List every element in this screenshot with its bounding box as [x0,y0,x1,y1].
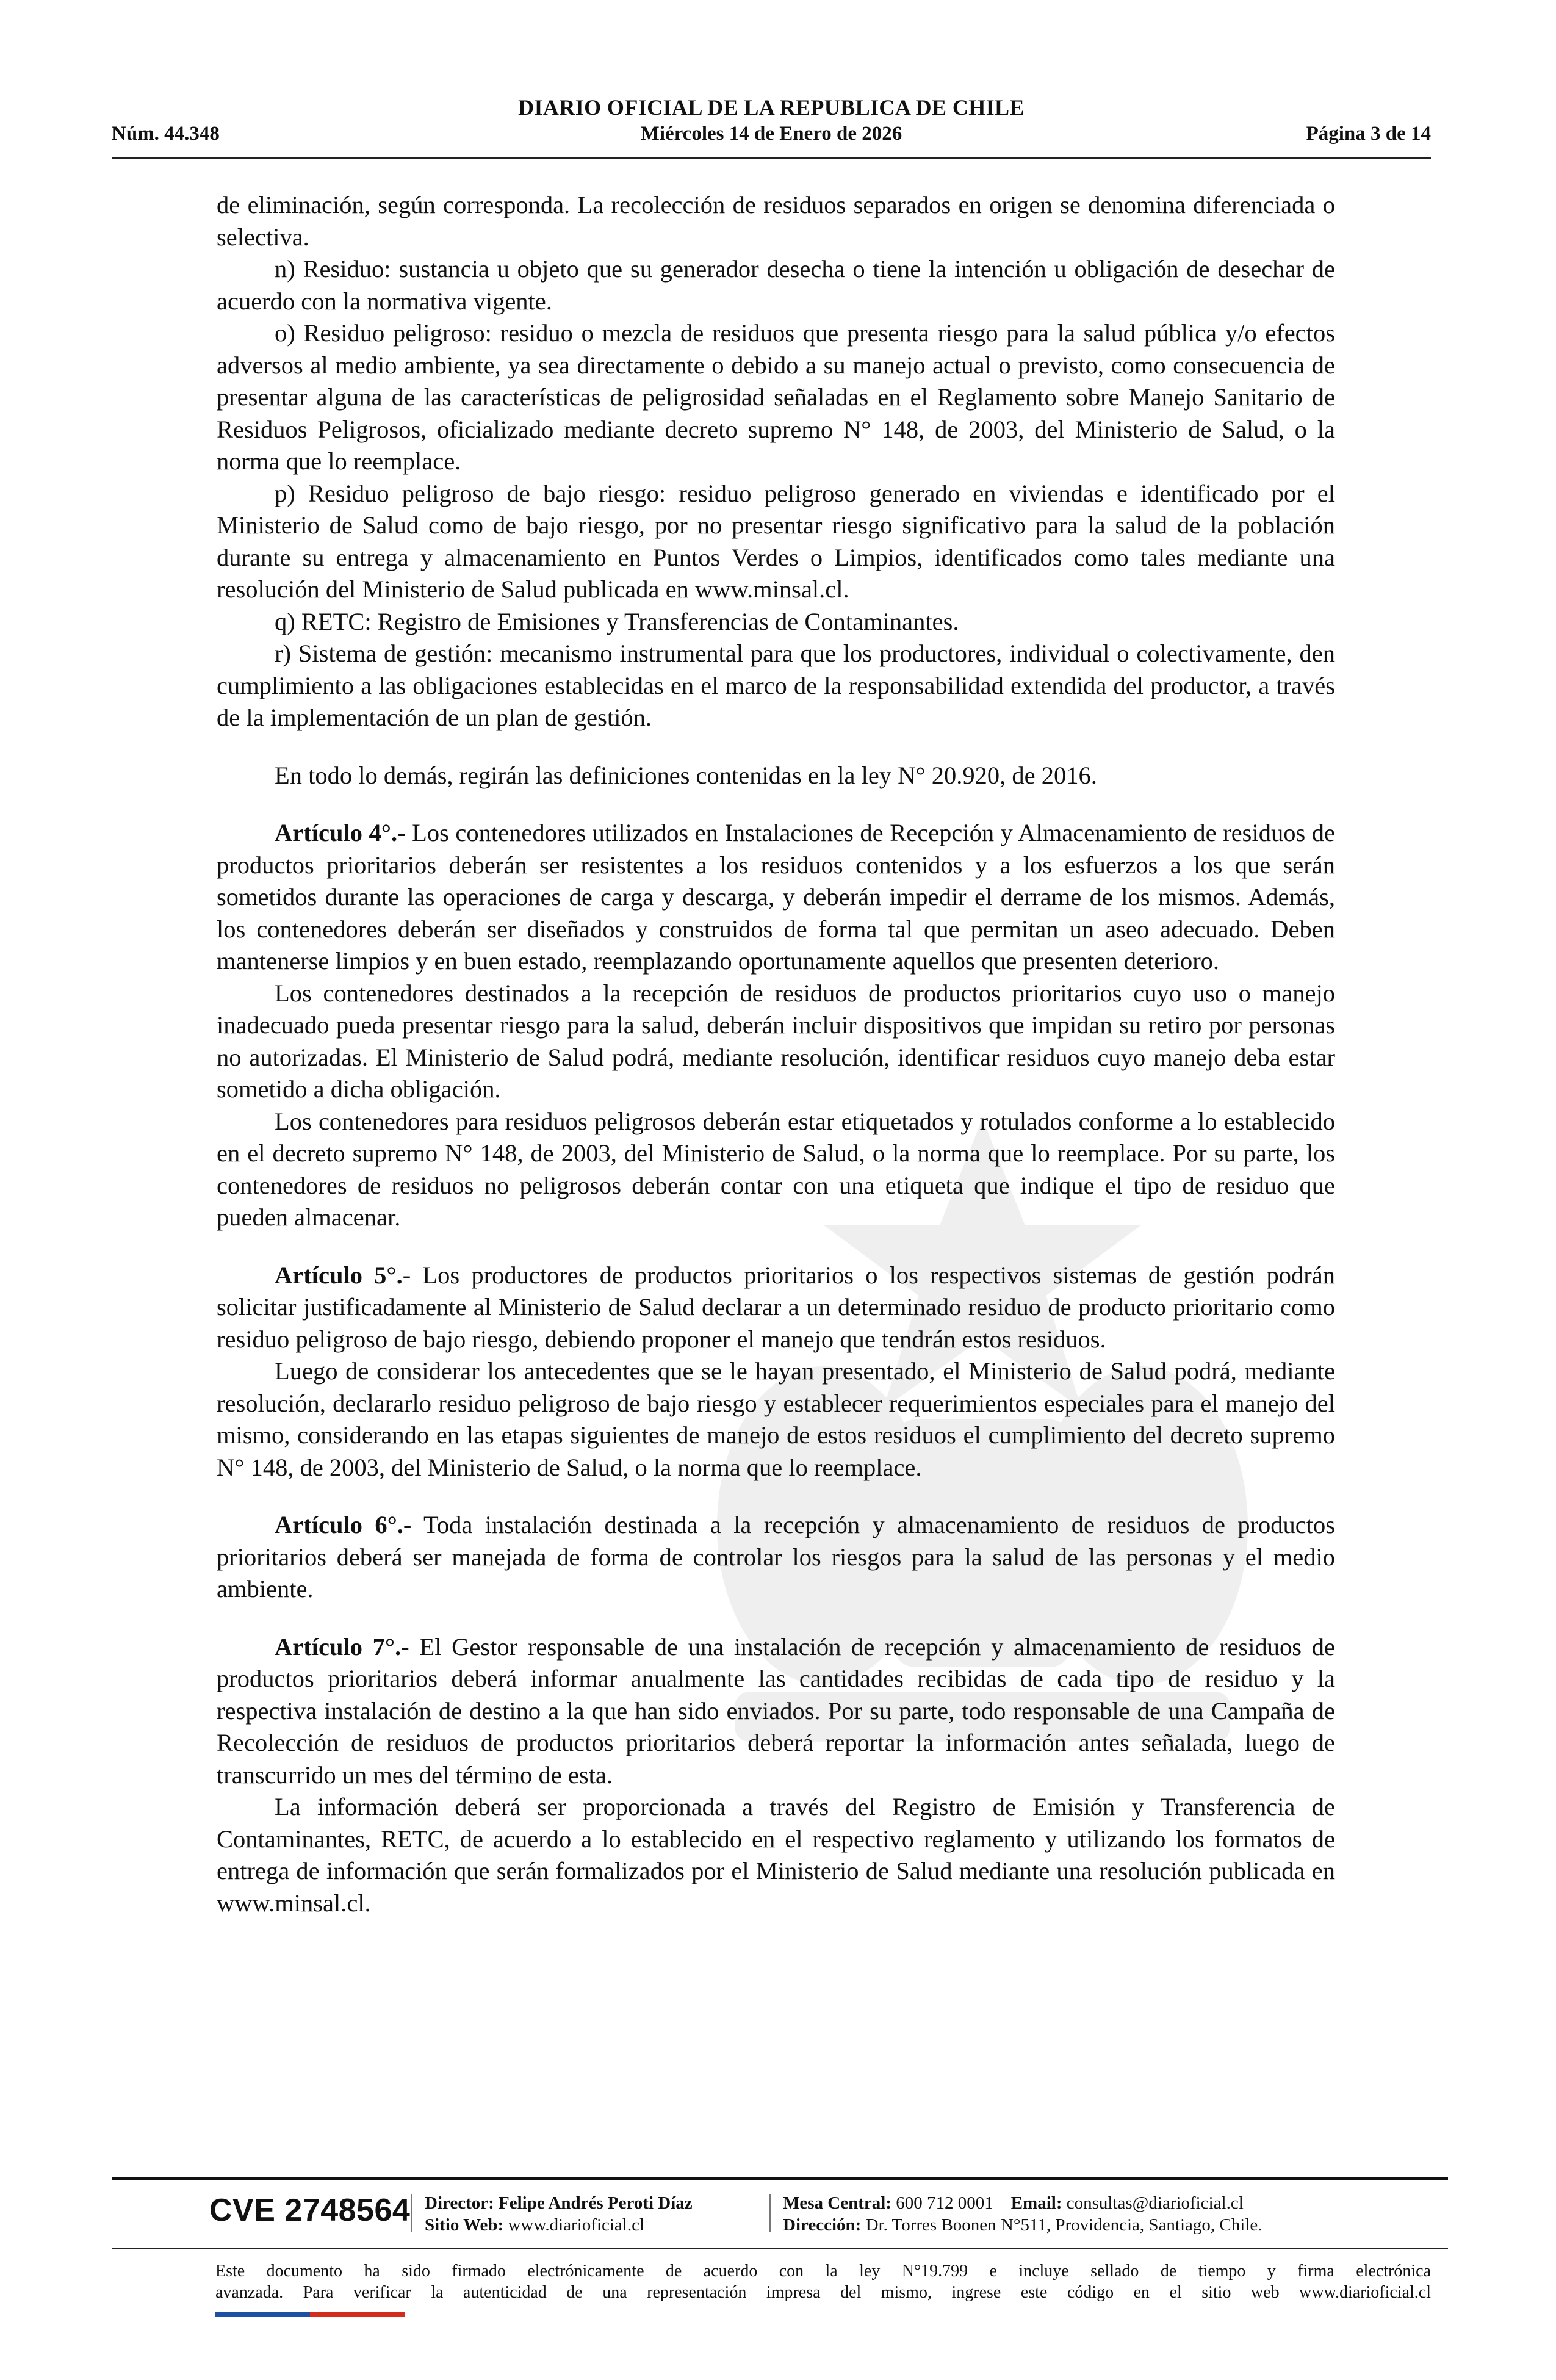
email-link[interactable]: consultas@diarioficial.cl [1066,2193,1244,2213]
page-indicator: Página 3 de 14 [1306,123,1431,145]
flag-stripe-red [310,2312,405,2317]
article-5-text: Los productores de productos prioritarios o los respectivos sistemas de gestión podrán solicitar justificadamente al Ministerio de Salud declarar a un determinado residuo de producto prioritario como residuo peligroso de bajo riesgo, debiendo proponer el manejo que tendrán estos residuos. [217,1261,1335,1353]
flag-stripe-blue [215,2312,310,2317]
footer-legal-notice [215,2260,1431,2303]
website-label: Sitio Web: [425,2215,504,2235]
definition-p: p) Residuo peligroso de bajo riesgo: residuo peligroso generado en viviendas e identificado por el Ministerio de Salud como de bajo riesgo, por no presentar riesgo significativo para la salud de la población durante su entrega y almacenamiento en Puntos Verdes o Limpios, identificados como tales mediante una resolución del Ministerio de Salud publicada en www.minsal.cl. [217,479,1335,603]
page-header [112,93,1431,162]
definition-q: q) RETC: Registro de Emisiones y Transferencias de Contaminantes. [275,607,959,635]
paragraph-continuation: de eliminación, según corresponda. La recolección de residuos separados en origen se denomina diferenciada o selectiva. [217,191,1335,251]
flag-stripe [215,2312,405,2317]
definition-o: o) Residuo peligroso: residuo o mezcla de residuos que presenta riesgo para la salud pública y/o efectos adversos al medio ambiente, ya sea directamente o debido a su manejo actual o previsto, como consecuencia de presentar alguna de las características de peligrosidad señaladas en el Reglamento sobre Manejo Sanitario de Residuos Peligrosos, oficializado mediante decreto supremo N° 148, de 2003, del Ministerio de Salud, o la norma que lo reemplace. [217,319,1335,475]
article-7-title: Artículo 7°.- [275,1632,409,1661]
article-4-paragraph-3: Los contenedores para residuos peligrosos deberán estar etiquetados y rotulados conforme a lo establecido en el decreto supremo N° 148, de 2003, del Ministerio de Salud, o la norma que lo reemplace. Por su parte, los contenedores de residuos no peligrosos deberán contar con una etiqueta que indique el tipo de residuo que pueden almacenar. [217,1107,1335,1231]
document-body [217,189,1335,1919]
issue-number: Núm. 44.348 [112,123,220,145]
cve-code: CVE 2748564 [209,2193,411,2228]
footer-separator [769,2194,771,2232]
director-name: Felipe Andrés Peroti Díaz [499,2193,693,2213]
legal-line-2: avanzada. Para verificar la autenticidad de una representación impresa del mismo, ingrese este código en el sitio web www.diarioficial.cl [215,2283,1431,2302]
mesa-central-label: Mesa Central: [783,2193,891,2213]
footer-middle-divider [112,2248,1448,2249]
footer-top-divider [112,2177,1448,2180]
mesa-central-phone: 600 712 0001 [896,2193,993,2213]
article-6-title: Artículo 6°.- [275,1511,412,1538]
footer-separator [411,2194,412,2232]
definition-r: r) Sistema de gestión: mecanismo instrumental para que los productores, individual o colectivamente, den cumplimiento a las obligaciones establecidas en el marco de la responsabilidad extendida del productor, a través de la implementación de un plan de gestión. [217,640,1335,731]
legal-line-1: Este documento ha sido firmado electrónicamente de acuerdo con la ley N°19.799 e incluye sellado de tiempo y firma electrónica [215,2262,1431,2281]
website-link[interactable]: www.diarioficial.cl [508,2215,645,2235]
article-4-paragraph-1 [217,817,1335,978]
article-7-text: El Gestor responsable de una instalación de recepción y almacenamiento de residuos de productos prioritarios deberá informar anualmente las cantidades recibidas de cada tipo de residuo y la respectiva instalación de destino a la que han sido enviados. Por su parte, todo responsable de una Campaña de Recolección de residuos de productos prioritarios deberá reportar la información antes señalada, luego de transcurrido un mes del término de esta. [217,1632,1335,1789]
address-value: Dr. Torres Boonen N°511, Providencia, Santiago, Chile. [865,2215,1262,2235]
email-label: Email: [1010,2193,1062,2213]
address-label: Dirección: [783,2215,862,2235]
article-4-title: Artículo 4°.- [275,819,406,846]
article-5-paragraph-2: Luego de considerar los antecedentes que se le hayan presentado, el Ministerio de Salud podrá, mediante resolución, declararlo residuo peligroso de bajo riesgo y establecer requerimientos especiales para el manejo del mismo, considerando en las etapas siguientes de manejo de estos residuos el cumplimiento del decreto supremo N° 148, de 2003, del Ministerio de Salud, o la norma que lo reemplace. [217,1357,1335,1481]
definitions-closing: En todo lo demás, regirán las definiciones contenidas en la ley N° 20.920, de 2016. [275,761,1097,789]
issue-date: Miércoles 14 de Enero de 2026 [640,123,902,145]
article-4-text: Los contenedores utilizados en Instalaciones de Recepción y Almacenamiento de residuos de productos prioritarios deberán ser resistentes a los residuos contenidos y a los esfuerzos a los que serán sometidos durante las operaciones de carga y descarga, y deberán impedir el derrame de los mismos. Además, los contenedores deberán ser diseñados y construidos de forma tal que permitan un aseo adecuado. Deben mantenerse limpios y en buen estado, reemplazando oportunamente aquellos que presenten deterioro. [217,819,1335,975]
page-footer [112,2177,1448,2330]
header-divider [112,157,1431,159]
article-7-paragraph-2: La información deberá ser proporcionada a través del Registro de Emisión y Transferencia de Contaminantes, RETC, de acuerdo a lo establecido en el respectivo reglamento y utilizando los formatos de entrega de información que serán formalizados por el Ministerio de Salud mediante una resolución publicada en www.minsal.cl. [217,1793,1335,1917]
article-5-title: Artículo 5°.- [275,1261,411,1289]
article-7-paragraph-1 [217,1631,1335,1792]
footer-contact-info [783,2192,1262,2236]
article-6-text: Toda instalación destinada a la recepción y almacenamiento de residuos de productos prioritarios deberá ser manejada de forma de controlar los riesgos para la salud de las personas y el medio ambiente. [217,1511,1335,1603]
article-6-paragraph-1 [217,1509,1335,1606]
footer-editorial-info [425,2192,693,2236]
article-5-paragraph-1 [217,1260,1335,1356]
definition-n: n) Residuo: sustancia u objeto que su generador desecha o tiene la intención u obligación de desechar de acuerdo con la normativa vigente. [217,255,1335,315]
header-row [112,123,1431,153]
director-label: Director: [425,2193,494,2213]
gazette-title: DIARIO OFICIAL DE LA REPUBLICA DE CHILE [518,95,1025,120]
article-4-paragraph-2: Los contenedores destinados a la recepción de residuos de productos prioritarios cuyo uso o manejo inadecuado pueda presentar riesgo para la salud, deberán incluir dispositivos que impidan su retiro por personas no autorizadas. El Ministerio de Salud podrá, mediante resolución, identificar residuos cuyo manejo deba estar sometido a dicha obligación. [217,979,1335,1103]
